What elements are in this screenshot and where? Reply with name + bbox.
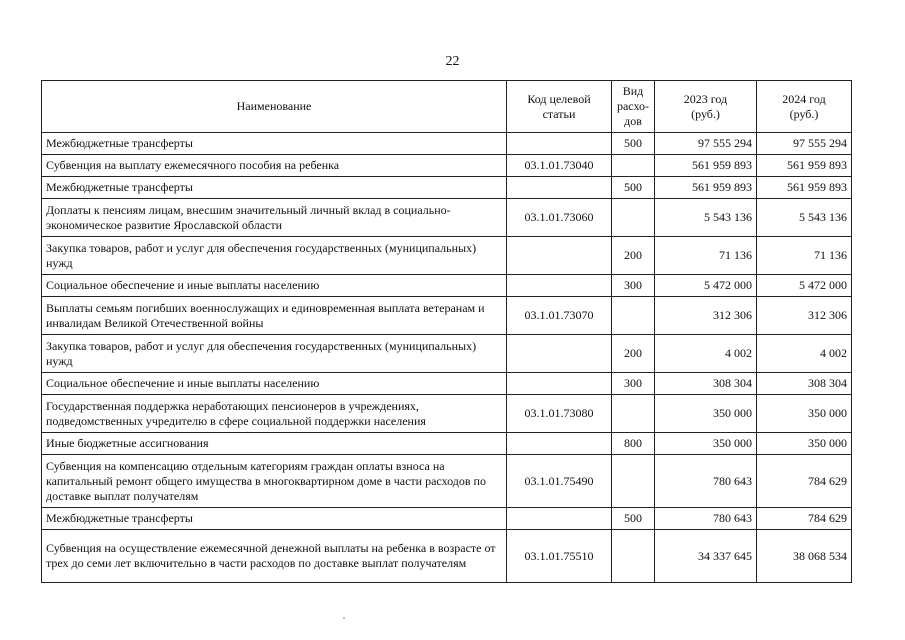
cell-2024: 350 000: [757, 433, 852, 455]
cell-2024: 784 629: [757, 508, 852, 530]
page-number: 22: [445, 54, 460, 69]
cell-2024: 784 629: [757, 455, 852, 508]
cell-name: Субвенция на выплату ежемесячного пособия на ребенка: [42, 155, 507, 177]
cell-kind: 500: [612, 508, 655, 530]
cell-2024: 308 304: [757, 373, 852, 395]
cell-name: Межбюджетные трансферты: [42, 508, 507, 530]
cell-code: [507, 237, 612, 275]
cell-code: [507, 433, 612, 455]
cell-code: 03.1.01.75510: [507, 530, 612, 583]
cell-name: Закупка товаров, работ и услуг для обеспечения государственных (муниципальных) нужд: [42, 335, 507, 373]
table-row: [42, 155, 852, 177]
table-row: [42, 433, 852, 455]
cell-name: Субвенция на осуществление ежемесячной денежной выплаты на ребенка в возрасте от трех до семи лет включительно в части расходов по доставке выплат получателям: [42, 530, 507, 583]
table-row: [42, 508, 852, 530]
cell-2023: 4 002: [655, 335, 757, 373]
cell-2024: 561 959 893: [757, 177, 852, 199]
cell-kind: [612, 155, 655, 177]
table-row: [42, 275, 852, 297]
table-row: [42, 177, 852, 199]
cell-name: Субвенция на компенсацию отдельным категориям граждан оплаты взноса на капитальный ремонт общего имущества в многоквартирном доме в части расходов по доставке выплат получателям: [42, 455, 507, 508]
table-header-row: [42, 81, 852, 133]
cell-kind: 300: [612, 275, 655, 297]
table-row: [42, 530, 852, 583]
header-kind: Вид расхо- дов: [612, 81, 655, 133]
cell-code: 03.1.01.73080: [507, 395, 612, 433]
cell-2024: 38 068 534: [757, 530, 852, 583]
cell-kind: [612, 297, 655, 335]
cell-name: Иные бюджетные ассигнования: [42, 433, 507, 455]
cell-name: Социальное обеспечение и иные выплаты населению: [42, 275, 507, 297]
cell-kind: 300: [612, 373, 655, 395]
header-2024: 2024 год (руб.): [757, 81, 852, 133]
cell-2024: 561 959 893: [757, 155, 852, 177]
cell-code: 03.1.01.73040: [507, 155, 612, 177]
cell-name: Доплаты к пенсиям лицам, внесшим значительный личный вклад в социально-экономическое развитие Ярославской области: [42, 199, 507, 237]
table-row: [42, 373, 852, 395]
cell-2024: 5 472 000: [757, 275, 852, 297]
cell-code: [507, 335, 612, 373]
cell-code: [507, 133, 612, 155]
cell-2024: 5 543 136: [757, 199, 852, 237]
cell-2023: 561 959 893: [655, 177, 757, 199]
cell-code: 03.1.01.73060: [507, 199, 612, 237]
cell-name: Социальное обеспечение и иные выплаты населению: [42, 373, 507, 395]
table-row: [42, 133, 852, 155]
cell-2024: 71 136: [757, 237, 852, 275]
cell-kind: [612, 199, 655, 237]
cell-2023: 350 000: [655, 395, 757, 433]
cell-2023: 561 959 893: [655, 155, 757, 177]
cell-code: [507, 177, 612, 199]
cell-code: 03.1.01.75490: [507, 455, 612, 508]
cell-kind: 200: [612, 335, 655, 373]
cell-kind: 200: [612, 237, 655, 275]
cell-2024: 97 555 294: [757, 133, 852, 155]
cell-2024: 312 306: [757, 297, 852, 335]
table-row: [42, 297, 852, 335]
cell-2023: 34 337 645: [655, 530, 757, 583]
cell-kind: 800: [612, 433, 655, 455]
cell-2023: 5 472 000: [655, 275, 757, 297]
cell-2024: 4 002: [757, 335, 852, 373]
cell-2023: 780 643: [655, 508, 757, 530]
scan-speck: [343, 617, 345, 619]
header-name: Наименование: [42, 81, 507, 133]
cell-name: Выплаты семьям погибших военнослужащих и единовременная выплата ветеранам и инвалидам Великой Отечественной войны: [42, 297, 507, 335]
cell-2023: 71 136: [655, 237, 757, 275]
cell-code: [507, 275, 612, 297]
table-row: [42, 237, 852, 275]
cell-2024: 350 000: [757, 395, 852, 433]
cell-kind: 500: [612, 177, 655, 199]
budget-table: [41, 80, 852, 583]
cell-2023: 308 304: [655, 373, 757, 395]
table-row: [42, 199, 852, 237]
cell-code: 03.1.01.73070: [507, 297, 612, 335]
cell-kind: [612, 455, 655, 508]
cell-2023: 97 555 294: [655, 133, 757, 155]
cell-kind: 500: [612, 133, 655, 155]
header-code: Код целевой статьи: [507, 81, 612, 133]
cell-code: [507, 508, 612, 530]
header-2023: 2023 год (руб.): [655, 81, 757, 133]
cell-name: Межбюджетные трансферты: [42, 177, 507, 199]
cell-2023: 5 543 136: [655, 199, 757, 237]
cell-name: Межбюджетные трансферты: [42, 133, 507, 155]
table-row: [42, 335, 852, 373]
table-row: [42, 395, 852, 433]
cell-2023: 780 643: [655, 455, 757, 508]
cell-kind: [612, 395, 655, 433]
cell-kind: [612, 530, 655, 583]
cell-name: Закупка товаров, работ и услуг для обеспечения государственных (муниципальных) нужд: [42, 237, 507, 275]
cell-code: [507, 373, 612, 395]
cell-name: Государственная поддержка неработающих пенсионеров в учреждениях, подведомственных учредителю в сфере социальной поддержки населения: [42, 395, 507, 433]
cell-2023: 350 000: [655, 433, 757, 455]
table-row: [42, 455, 852, 508]
cell-2023: 312 306: [655, 297, 757, 335]
